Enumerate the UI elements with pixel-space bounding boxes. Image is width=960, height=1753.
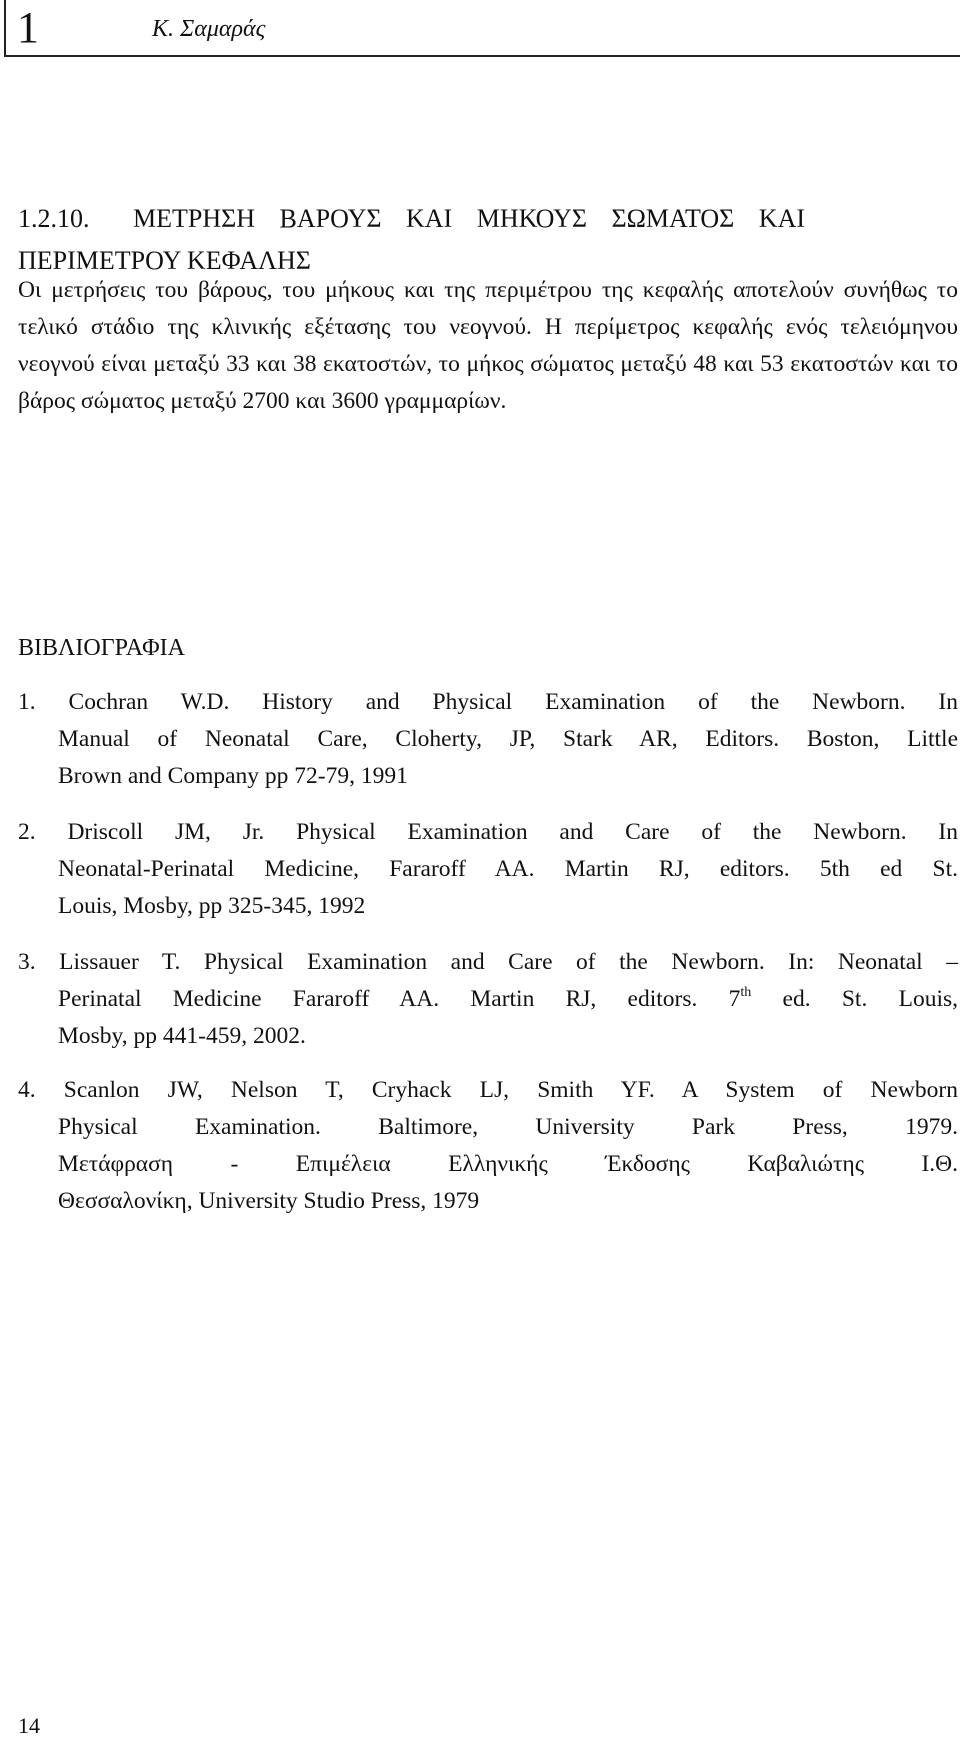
- reference-line: Physical Examination. Baltimore, University Park Press, 1979.: [58, 1114, 958, 1140]
- reference-item: [18, 684, 958, 795]
- header-horizontal-rule: [4, 55, 960, 57]
- reference-line: Θεσσαλονίκη, University Studio Press, 1979: [58, 1188, 480, 1214]
- reference-line: [18, 981, 958, 1018]
- reference-text: ed. St. Louis,: [751, 986, 958, 1012]
- reference-line: Neonatal-Perinatal Medicine, Fararoff AA. Martin RJ, editors. 5th ed St.: [58, 856, 958, 882]
- reference-line: Manual of Neonatal Care, Cloherty, JP, Stark AR, Editors. Boston, Little: [58, 726, 958, 752]
- reference-line: Louis, Mosby, pp 325-345, 1992: [58, 893, 366, 919]
- body-paragraph: Οι μετρήσεις του βάρους, του μήκους και της περιμέτρου της κεφαλής αποτελούν συνήθως το τελικό στάδιο της κλινικής εξέτασης του νεογνού. Η περίμετρος κεφαλής ενός τελειόμηνου νεογνού είναι μεταξύ 33 και 38 εκατοστών, το μήκος σώματος μεταξύ 48 και 53 εκατοστών και το βάρος σώματος μεταξύ 2700 και 3600 γραμμαρίων.: [18, 277, 958, 414]
- bibliography-heading: ΒΙΒΛΙΟΓΡΑΦΙΑ: [18, 635, 185, 661]
- chapter-number: 1: [17, 3, 39, 52]
- reference-item: [18, 814, 958, 925]
- page-number: 14: [18, 1713, 40, 1738]
- reference-line: Brown and Company pp 72-79, 1991: [58, 763, 408, 789]
- header-author: Κ. Σαμαράς: [152, 16, 266, 42]
- section-title-line-2: ΠΕΡΙΜΕΤΡΟΥ ΚΕΦΑΛΗΣ: [18, 246, 311, 275]
- header-vertical-rule: [4, 0, 6, 57]
- reference-line: Mosby, pp 441-459, 2002.: [58, 1023, 306, 1049]
- reference-item: [18, 1072, 958, 1220]
- reference-item: [18, 944, 958, 1055]
- superscript-ordinal: th: [740, 985, 752, 1000]
- section-heading: [18, 198, 958, 282]
- section-title-line-1: ΜΕΤΡΗΣΗ ΒΑΡΟΥΣ ΚΑΙ ΜΗΚΟΥΣ ΣΩΜΑΤΟΣ ΚΑΙ: [133, 204, 806, 233]
- reference-text: Perinatal Medicine Fararoff AA. Martin RJ, editors. 7: [58, 986, 741, 1012]
- reference-line: 3. Lissauer T. Physical Examination and Care of the Newborn. In: Neonatal –: [18, 949, 958, 975]
- reference-line: 1. Cochran W.D. History and Physical Examination of the Newborn. In: [18, 689, 958, 715]
- reference-line: Μετάφραση - Επιμέλεια Ελληνικής Έκδοσης Καβαλιώτης Ι.Θ.: [58, 1151, 958, 1177]
- reference-line: 2. Driscoll JM, Jr. Physical Examination and Care of the Newborn. In: [18, 819, 958, 845]
- reference-line: 4. Scanlon JW, Nelson T, Cryhack LJ, Smith YF. A System of Newborn: [18, 1077, 958, 1103]
- page-header: [0, 0, 960, 57]
- section-number: 1.2.10.: [18, 204, 90, 233]
